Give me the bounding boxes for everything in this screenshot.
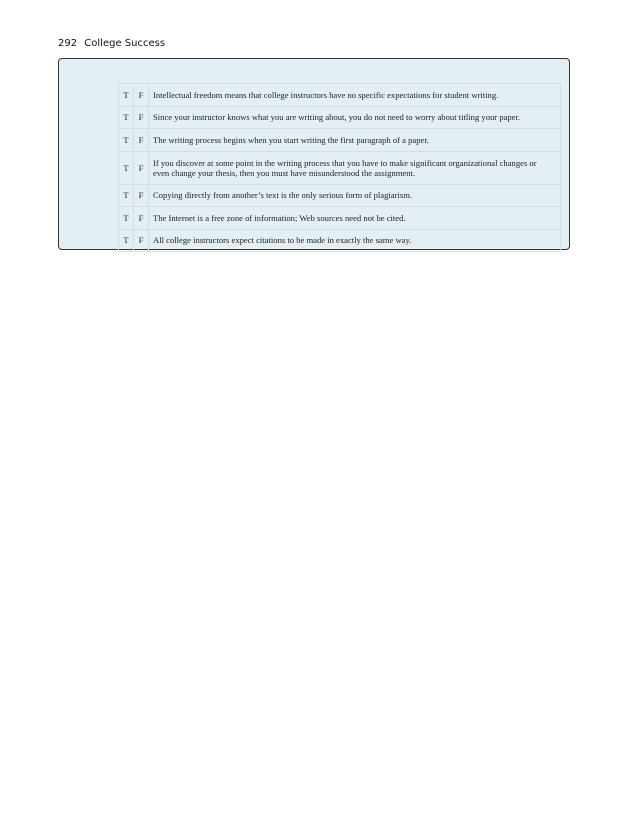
false-option[interactable]: F <box>134 129 149 152</box>
quiz-row <box>119 184 561 207</box>
quiz-row <box>119 84 561 107</box>
statement-text: Intellectual freedom means that college instructors have no specific expectations for student writing. <box>149 84 561 107</box>
book-title: College Success <box>84 38 166 49</box>
false-option[interactable]: F <box>134 84 149 107</box>
quiz-row <box>119 129 561 152</box>
statement-text: The writing process begins when you start writing the first paragraph of a paper. <box>149 129 561 152</box>
quiz-box <box>58 58 570 250</box>
page-header <box>58 38 165 49</box>
statement-text: If you discover at some point in the writing process that you have to make significant organizational changes or even change your thesis, then you must have misunderstood the assignment. <box>149 151 561 184</box>
quiz-row <box>119 229 561 252</box>
statement-text: Copying directly from another’s text is the only serious form of plagiarism. <box>149 184 561 207</box>
statement-text: Since your instructor knows what you are writing about, you do not need to worry about titling your paper. <box>149 106 561 129</box>
quiz-row <box>119 207 561 230</box>
false-option[interactable]: F <box>134 151 149 184</box>
true-option[interactable]: T <box>119 151 134 184</box>
false-option[interactable]: F <box>134 184 149 207</box>
true-option[interactable]: T <box>119 207 134 230</box>
quiz-row <box>119 106 561 129</box>
true-option[interactable]: T <box>119 84 134 107</box>
false-option[interactable]: F <box>134 207 149 230</box>
true-option[interactable]: T <box>119 129 134 152</box>
true-false-table <box>118 83 561 252</box>
statement-text: The Internet is a free zone of information; Web sources need not be cited. <box>149 207 561 230</box>
quiz-row <box>119 151 561 184</box>
statement-text: All college instructors expect citations to be made in exactly the same way. <box>149 229 561 252</box>
false-option[interactable]: F <box>134 229 149 252</box>
true-option[interactable]: T <box>119 184 134 207</box>
true-option[interactable]: T <box>119 106 134 129</box>
true-option[interactable]: T <box>119 229 134 252</box>
false-option[interactable]: F <box>134 106 149 129</box>
page-number: 292 <box>58 38 78 49</box>
